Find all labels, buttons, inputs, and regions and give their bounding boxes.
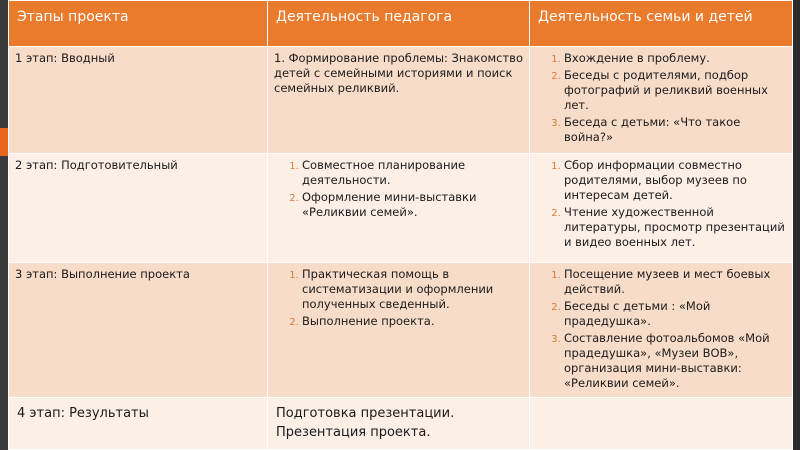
list-item: 2. Беседы с детьми : «Мой прадедушка».	[564, 299, 786, 329]
table-header-row	[9, 1, 793, 47]
stage-cell: 3 этап: Выполнение проекта	[9, 263, 268, 398]
table-row	[9, 47, 793, 154]
list-item: 2. Выполнение проекта.	[302, 314, 523, 329]
list-item: 3. Составление фотоальбомов «Мой прадедушка», «Музеи ВОВ», организация мини-выставки: «Реликвии семей».	[564, 331, 786, 391]
teacher-line: Презентация проекта.	[276, 425, 431, 440]
list-item: 2. Чтение художественной литературы, просмотр презентаций и видео военных лет.	[564, 205, 786, 250]
teacher-cell	[268, 398, 530, 450]
teacher-line: Подготовка презентации.	[276, 406, 455, 421]
header-teacher: Деятельность педагога	[268, 1, 530, 47]
table-row	[9, 398, 793, 450]
list-item: 2. Оформление мини-выставки «Реликвии семей».	[302, 190, 523, 220]
family-cell	[530, 47, 793, 154]
project-stages-table	[8, 0, 793, 450]
teacher-cell	[268, 154, 530, 263]
family-cell	[530, 154, 793, 263]
list-item: 2. Беседы с родителями, подбор фотографий и реликвий военных лет.	[564, 68, 786, 113]
header-stages: Этапы проекта	[9, 1, 268, 47]
table-row	[9, 154, 793, 263]
stage-cell: 1 этап: Вводный	[9, 47, 268, 154]
teacher-cell: 1. Формирование проблемы: Знакомство детей с семейными историями и поиск семейных реликвий.	[268, 47, 530, 154]
list-item: 1. Совместное планирование деятельности.	[302, 158, 523, 188]
list-item: 1. Вхождение в проблему.	[564, 51, 786, 66]
stage-cell: 2 этап: Подготовительный	[9, 154, 268, 263]
header-family: Деятельность семьи и детей	[530, 1, 793, 47]
list-item: 1. Практическая помощь в систематизации и оформлении полученных сведенный.	[302, 267, 523, 312]
slide-left-strip	[0, 0, 8, 450]
teacher-cell	[268, 263, 530, 398]
stage-cell: 4 этап: Результаты	[9, 398, 268, 450]
list-item: 1. Посещение музеев и мест боевых действий.	[564, 267, 786, 297]
accent-bar	[0, 128, 8, 156]
list-item: 3. Беседа с детьми: «Что такое война?»	[564, 115, 786, 145]
family-cell	[530, 263, 793, 398]
list-item: 1. Сбор информации совместно родителями, выбор музеев по интересам детей.	[564, 158, 786, 203]
family-cell-empty	[530, 398, 793, 450]
table-row	[9, 263, 793, 398]
